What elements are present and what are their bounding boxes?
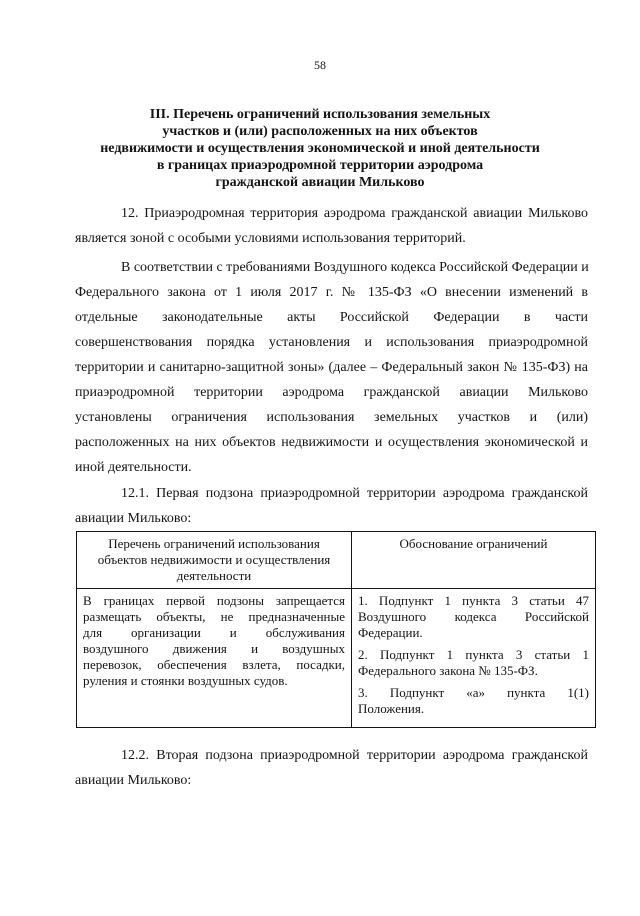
heading-line: недвижимости и осуществления экономической и иной деятельности	[100, 141, 540, 156]
heading-line: участков и (или) расположенных на них объектов	[162, 124, 478, 139]
justification-item	[358, 647, 589, 679]
text-line: авиации Мильково:	[75, 511, 192, 526]
text-line: отдельные законодательные акты Российской Федерации в части	[75, 310, 588, 325]
cell-line: воздушного движения и воздушных	[83, 641, 345, 656]
paragraph-12	[75, 201, 588, 251]
table-header-row	[77, 532, 596, 589]
cell-line: Положения.	[358, 701, 425, 716]
text-line: приаэродромной территории аэродрома гражданской авиации Мильково	[75, 385, 588, 400]
text-line: установлены ограничения использования земельных участков и (или)	[75, 410, 588, 425]
text-line: 12.1. Первая подзона приаэродромной территории аэродрома гражданской	[121, 486, 588, 501]
cell-line: 2. Подпункт 1 пункта 3 статьи 1	[358, 647, 589, 662]
heading-line: в границах приаэродромной территории аэродрома	[156, 158, 484, 173]
text-line: совершенствования порядка установления и использования приаэродромной	[75, 335, 588, 350]
table-row	[77, 589, 596, 728]
cell-line: 3. Подпункт «а» пункта 1(1)	[358, 685, 589, 700]
text-line: В соответствии с требованиями Воздушного кодекса Российской Федерации и	[121, 260, 589, 275]
text-line: является зоной с особыми условиями использования территорий.	[75, 231, 466, 246]
cell-line: перевозок, обеспечения взлета, посадки,	[83, 657, 345, 672]
paragraph-12-continued	[75, 255, 588, 480]
text-line: территории и санитарно-защитной зоны» (далее – Федеральный закон № 135-ФЗ) на	[75, 360, 588, 375]
text-line: 12.2. Вторая подзона приаэродромной территории аэродрома гражданской	[121, 748, 588, 763]
cell-line: 1. Подпункт 1 пункта 3 статьи 47	[358, 593, 589, 608]
text-line: иной деятельности.	[75, 460, 192, 475]
cell-line: Воздушного кодекса Российской	[358, 609, 589, 624]
text-line: авиации Мильково:	[75, 773, 192, 788]
table-header-restrictions: Перечень ограничений использования объектов недвижимости и осуществления деятельности	[77, 532, 352, 589]
restriction-cell	[77, 589, 352, 728]
text-line: расположенных на них объектов недвижимости и осуществления экономической и	[75, 435, 588, 450]
heading-line: гражданской авиации Мильково	[215, 175, 425, 190]
paragraph-12-2	[75, 743, 588, 793]
paragraph-12-1	[75, 481, 588, 531]
text-line: Федерального закона от 1 июля 2017 г. № 135-ФЗ «О внесении изменений в	[75, 285, 588, 300]
justification-item	[358, 685, 589, 717]
cell-line: В границах первой подзоны запрещается	[83, 593, 345, 608]
cell-line: Федерации.	[358, 625, 423, 640]
justification-cell	[352, 589, 596, 728]
heading-line: III. Перечень ограничений использования земельных	[149, 107, 491, 122]
cell-line: руления и стоянки воздушных судов.	[83, 673, 288, 688]
cell-line: Федерального закона № 135-ФЗ.	[358, 663, 538, 678]
first-subzone-restrictions-table	[76, 531, 596, 728]
text-line: 12. Приаэродромная территория аэродрома гражданской авиации Мильково	[121, 206, 588, 221]
table-header-justification: Обоснование ограничений	[352, 532, 596, 589]
section-heading	[60, 106, 580, 191]
justification-item	[358, 593, 589, 641]
cell-line: размещать объекты, не предназначенные	[83, 609, 345, 624]
page-number: 58	[314, 58, 326, 72]
cell-line: для организации и обслуживания	[83, 625, 345, 640]
